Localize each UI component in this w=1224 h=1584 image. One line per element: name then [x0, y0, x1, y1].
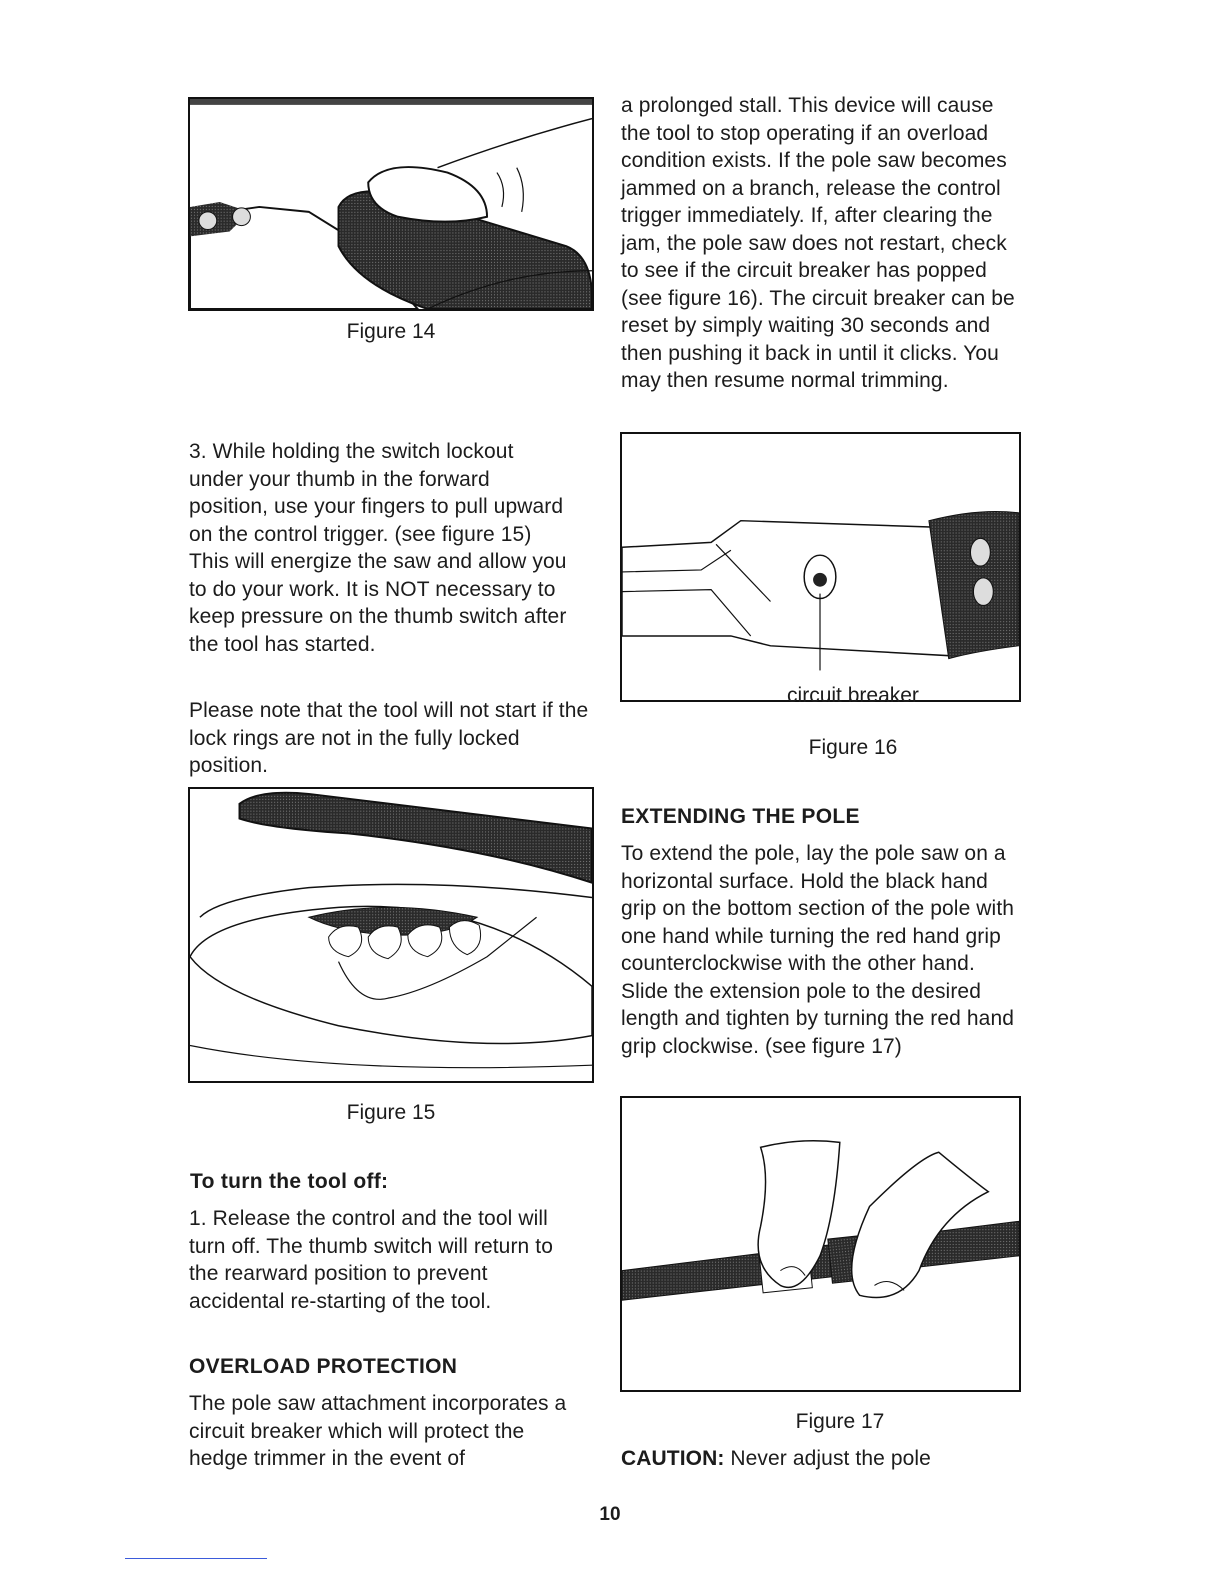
- figure-15-caption: Figure 15: [346, 1101, 436, 1124]
- turn-off-heading: To turn the tool off:: [190, 1170, 389, 1193]
- hands-twisting-pole-icon: [622, 1098, 1019, 1390]
- thumb-on-switch-icon: [190, 99, 592, 309]
- extending-paragraph: To extend the pole, lay the pole saw on a horizontal surface. Hold the black hand grip on the bottom section of the pole with one hand while turning the red hand grip counterclockwise with the other hand. Slide the extension pole to the desired length and tighten by turning the red hand grip clockwise. (see figure 17): [621, 842, 1015, 1058]
- circuit-breaker-label: circuit breaker: [787, 684, 919, 707]
- overload-paragraph: The pole saw attachment incorporates a circuit breaker which will protect the hedge trimmer in the event of: [189, 1392, 567, 1470]
- caution-text: Never adjust the pole: [724, 1447, 931, 1470]
- footer-divider: [125, 1558, 267, 1559]
- figure-16-caption: Figure 16: [808, 736, 898, 759]
- circuit-breaker-diagram-icon: [622, 434, 1019, 700]
- page-number: 10: [599, 1504, 621, 1525]
- overload-protection-heading: OVERLOAD PROTECTION: [189, 1355, 458, 1378]
- lock-rings-note: Please note that the tool will not start if the lock rings are not in the fully locked position.: [189, 699, 589, 777]
- fingers-on-trigger-icon: [190, 789, 592, 1081]
- figure-14-caption: Figure 14: [346, 320, 436, 343]
- figure-16-illustration: [620, 432, 1021, 702]
- caution-label: CAUTION:: [621, 1447, 725, 1470]
- stall-continuation-paragraph: a prolonged stall. This device will cause the tool to stop operating if an overload condition exists. If the pole saw becomes jammed on a branch, release the control trigger immediately. If, after clearing the jam, the pole saw does not restart, check to see if the circuit breaker has popped (see figure 16). The circuit breaker can be reset by simply waiting 30 seconds and then pushing it back in until it clicks. You may then resume normal trimming.: [621, 94, 1015, 392]
- figure-14-illustration: [188, 97, 594, 311]
- figure-17-illustration: [620, 1096, 1021, 1392]
- figure-15-illustration: [188, 787, 594, 1083]
- turn-off-paragraph: 1. Release the control and the tool will turn off. The thumb switch will return to the rearward position to prevent accidental re-starting of the tool.: [189, 1207, 553, 1313]
- step-3-paragraph: 3. While holding the switch lockout under your thumb in the forward position, use your fingers to pull upward on the control trigger. (see figure 15) This will energize the saw and allow you to do your work. It is NOT necessary to keep pressure on the thumb switch after the tool has started.: [189, 440, 567, 656]
- figure-17-caption: Figure 17: [795, 1410, 885, 1433]
- caution-line: [621, 1445, 1021, 1473]
- extending-the-pole-heading: EXTENDING THE POLE: [621, 805, 860, 828]
